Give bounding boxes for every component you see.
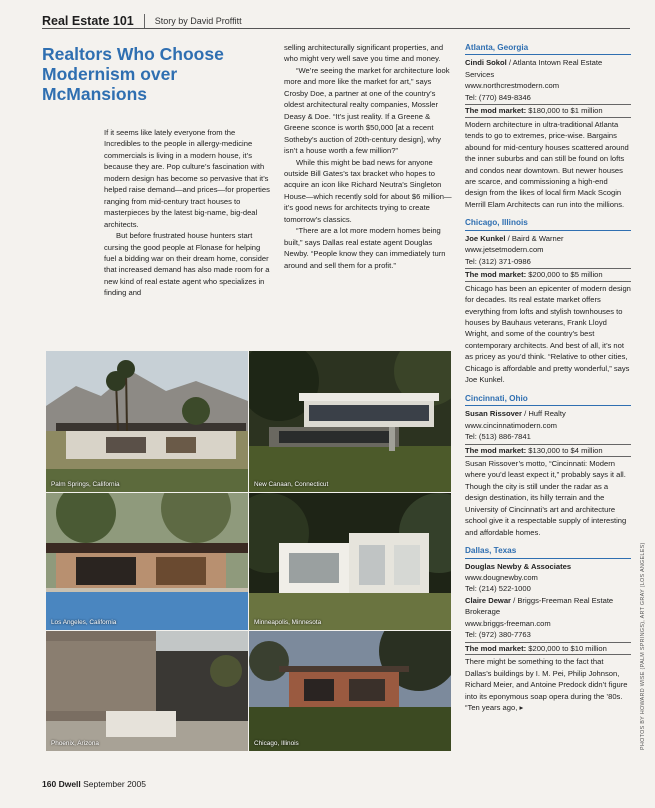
agency-name: / Atlanta Intown Real Estate Services — [465, 58, 603, 79]
city-description: There might be something to the fact that Dallas’s buildings by I. M. Pei, Philip Johnson, Richard Meier, and Antoine Predock didn’t figure into its eponymous soap opera during the ’80s. “Ten years ago, ▸ — [465, 657, 628, 713]
page-footer — [42, 779, 146, 789]
agent-website[interactable]: www.northcrestmodern.com — [465, 81, 560, 91]
agent-phone: Tel: (214) 522-1000 — [465, 584, 531, 594]
price-range: $180,000 to $1 million — [526, 106, 603, 116]
magazine-name: Dwell — [58, 779, 81, 789]
photo-los-angeles — [46, 493, 248, 630]
mod-market-label: The mod market: — [465, 643, 527, 653]
byline: Story by David Proffitt — [154, 16, 242, 26]
city-heading: Dallas, Texas — [465, 545, 631, 558]
agent-website[interactable]: www.briggs-freeman.com — [465, 618, 551, 628]
agent-phone: Tel: (312) 371-0986 — [465, 256, 531, 266]
page-number: 160 — [42, 779, 57, 789]
paragraph: “We’re seeing the market for architecture look more and more like the market for art,” says Crosby Doe, a partner at one of the country’s oldest architectural realty companies, Mossler Deasy & Doe. “It’s just reality. If a Greene & Greene sconce is worth $50,000 [at a recent Sotheby’s auction of 20th-century design], why isn’t a house worth a few million?” — [284, 65, 450, 156]
city-block-cincinnati — [465, 393, 631, 538]
city-block-dallas — [465, 545, 631, 713]
paragraph: “There are a lot more modern homes being built,” says Dallas real estate agent Douglas Newby. “People know they can immediately turn around and sell them for a profit.” — [284, 226, 446, 270]
photo-caption: Los Angeles, California — [51, 619, 117, 626]
paragraph: But before frustrated house hunters start cursing the good people at Flonase for helping fuel a bidding war on their dream home, consider that increased demand has also made room for a new kind of real estate agent who specializes in finding and — [104, 231, 270, 298]
issue-date: September 2005 — [83, 779, 146, 789]
city-heading: Chicago, Illinois — [465, 217, 631, 230]
photo-palm-springs-image — [46, 351, 248, 492]
page-header — [42, 10, 242, 28]
mod-market-label: The mod market: — [465, 106, 527, 116]
mod-market-label: The mod market: — [465, 270, 527, 280]
agent-name: Douglas Newby & Associates — [465, 561, 572, 571]
city-description: Modern architecture in ultra-traditional Atlanta tends to go to extremes, price-wise. Bargains abound for mid-century houses scattered around the inner suburbs and can still be found on lofts and condos near downtown. But newer houses are scarce, and commissioning a high-end design from the likes of local firm Mack Scogin Merrill Elam Architects can run into the millions. — [465, 119, 629, 209]
headline: Realtors Who Choose Modernism over McMansions — [42, 44, 224, 104]
photo-new-canaan — [249, 351, 451, 492]
agent-phone: Tel: (513) 886-7841 — [465, 432, 531, 442]
photo-new-canaan-image — [249, 351, 451, 492]
agent-phone: Tel: (972) 380-7763 — [465, 630, 531, 640]
agent-website[interactable]: www.jetsetmodern.com — [465, 245, 544, 255]
city-heading: Atlanta, Georgia — [465, 42, 631, 55]
agent-website[interactable]: www.cincinnatimodern.com — [465, 420, 558, 430]
section-label: Real Estate 101 — [42, 14, 145, 28]
photo-palm-springs — [46, 351, 248, 492]
photo-caption: Chicago, Illinois — [254, 740, 299, 747]
photo-los-angeles-image — [46, 493, 248, 630]
agency-name: / Baird & Warner — [505, 233, 564, 243]
city-description: Chicago has been an epicenter of modern design for decades. Its real estate market offers everything from lofts and stylish townhouses to houses by Bauhaus veterans, Frank Lloyd Wright, and some of the country’s best contemporary architects. And best of all, it’s not as pricey as you’d think. “Relative to other cities, Chicago is affordable and pretty wonderful,” says Joe Kunkel. — [465, 283, 631, 385]
mod-market-label: The mod market: — [465, 445, 527, 455]
header-rule — [42, 28, 630, 29]
photo-caption: Phoenix, Arizona — [51, 740, 99, 747]
price-range: $200,000 to $5 million — [526, 270, 603, 280]
city-description: Susan Rissover’s motto, “Cincinnati: Modern where you’d least expect it,” probably says it all. Though the city is still under the radar as a design destination, its hilly terrain and the University of Cincinnati’s art and architecture school give it a respectable supply of interesting and affordable homes. — [465, 458, 627, 537]
mod-market-line — [465, 642, 631, 655]
agent-phone: Tel: (770) 849-8346 — [465, 92, 531, 102]
paragraph: selling architecturally significant properties, and who might very well save you time and money. — [284, 43, 444, 64]
agent-name: Cindi Sokol — [465, 58, 507, 68]
photo-caption: Minneapolis, Minnesota — [254, 619, 322, 626]
photo-phoenix — [46, 631, 248, 751]
city-block-chicago — [465, 217, 631, 385]
mod-market-line — [465, 104, 631, 117]
mod-market-line — [465, 268, 631, 281]
paragraph: While this might be bad news for anyone outside Bill Gates’s tax bracket who hopes to acquire an icon like Richard Neutra’s Singleton House—which recently sold for about $6 million—it’s good news for architects trying to create tomorrow’s classics. — [284, 157, 452, 224]
middle-body-column — [284, 42, 452, 271]
photo-minneapolis — [249, 493, 451, 630]
agent-name: Susan Rissover — [465, 409, 522, 419]
photo-caption: New Canaan, Connecticut — [254, 481, 329, 488]
photo-phoenix-image — [46, 631, 248, 751]
price-range: $200,000 to $10 million — [526, 643, 607, 653]
realtor-sidebar — [465, 42, 631, 720]
photo-credit: PHOTOS BY HOWARD WISE (PALM SPRINGS), ART GRAY (LOS ANGELES) — [640, 542, 646, 750]
agent-name: Joe Kunkel — [465, 233, 506, 243]
paragraph: If it seems like lately everyone from the Incredibles to the people in allergy-medicine commercials is living in a modern house, it’s because they are. Pop culture’s fascination with modern design has become so pervasive that it’s helped raise demand—and prices—for properties ranging from mid-century tract houses to masterpieces by the latest big-name, big-deal architects. — [104, 128, 270, 229]
agent-website[interactable]: www.dougnewby.com — [465, 573, 538, 583]
agency-name: / Briggs-Freeman Real Estate Brokerage — [465, 595, 614, 617]
photo-caption: Palm Springs, California — [51, 481, 120, 488]
price-range: $130,000 to $4 million — [526, 445, 603, 455]
photo-chicago-image — [249, 631, 451, 751]
left-body-column — [104, 127, 270, 299]
mod-market-line — [465, 444, 631, 457]
agent-name: Claire Dewar — [465, 595, 512, 605]
city-block-atlanta — [465, 42, 631, 210]
city-heading: Cincinnati, Ohio — [465, 393, 631, 406]
agency-name: / Huff Realty — [521, 409, 566, 419]
photo-chicago — [249, 631, 451, 751]
photo-grid — [46, 351, 451, 751]
photo-minneapolis-image — [249, 493, 451, 630]
